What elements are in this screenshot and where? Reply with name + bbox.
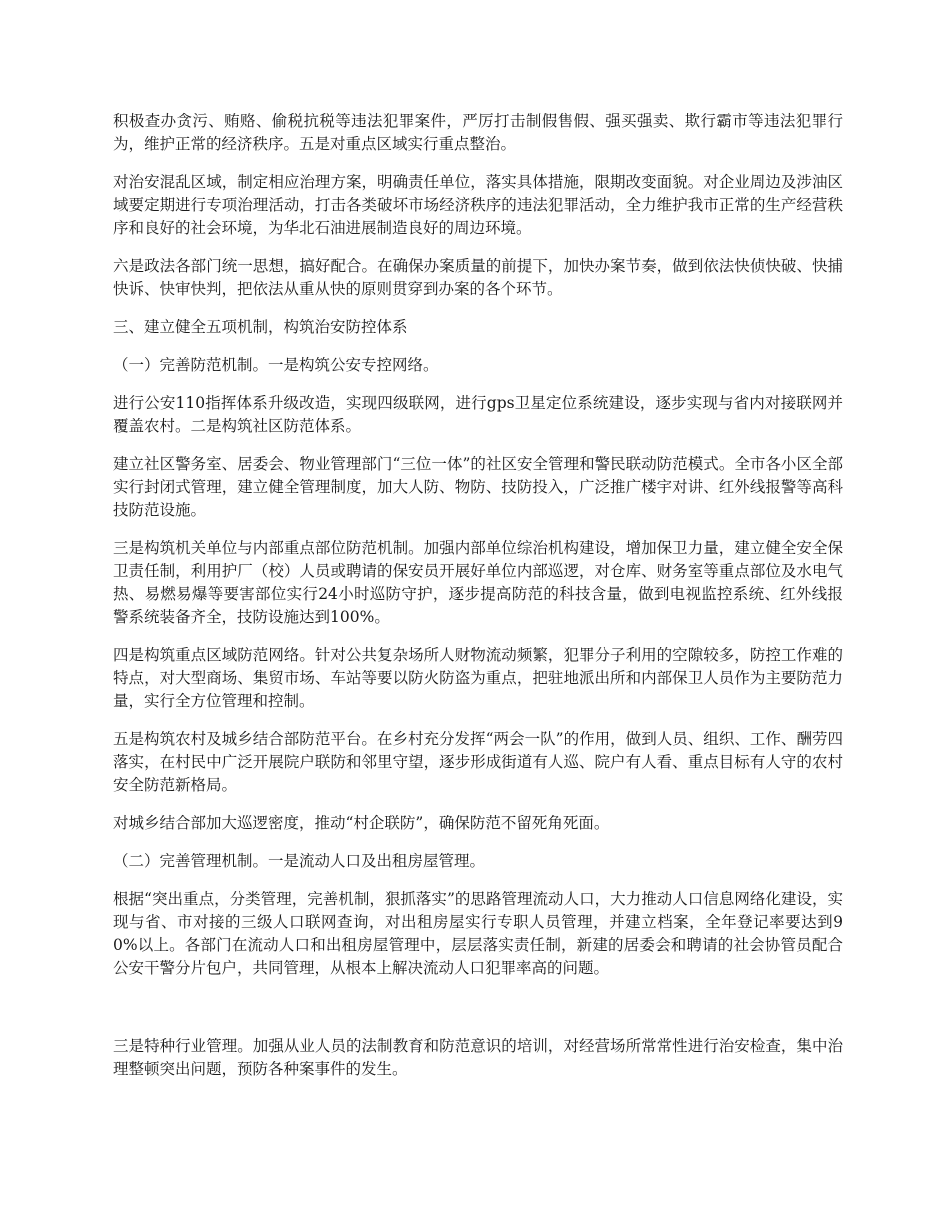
- paragraph: 对治安混乱区域，制定相应治理方案，明确责任单位，落实具体措施，限期改变面貌。对企业周边及涉油区域要定期进行专项治理活动，打击各类破坏市场经济秩序的违法犯罪活动，全力维护我市正常的生产经营秩序和良好的社会环境，为华北石油进展制造良好的周边环境。: [113, 173, 843, 237]
- subsection-heading: （一）完善防范机制。一是构筑公安专控网络。: [113, 356, 439, 374]
- paragraph: 六是政法各部门统一思想，搞好配合。在确保办案质量的前提下，加快办案节奏，做到依法快侦快破、快捕快诉、快审快判，把依法从重从快的原则贯穿到办案的各个环节。: [113, 257, 843, 298]
- paragraph: 四是构筑重点区域防范网络。针对公共复杂场所人财物流动频繁，犯罪分子利用的空隙较多，防控工作难的特点，对大型商场、集贸市场、车站等要以防火防盗为重点，把驻地派出所和内部保卫人员作为主要防范力量，实行全方位管理和控制。: [113, 646, 843, 710]
- paragraph: 进行公安110指挥体系升级改造，实现四级联网，进行gps卫星定位系统建设，逐步实现与省内对接联网并覆盖农村。二是构筑社区防范体系。: [113, 394, 843, 435]
- paragraph: 三是特种行业管理。加强从业人员的法制教育和防范意识的培训，对经营场所常常性进行治安检查，集中治理整顿突出问题，预防各种案事件的发生。: [113, 1037, 843, 1078]
- paragraph-gap: [113, 995, 843, 1035]
- paragraph: 三是构筑机关单位与内部重点部位防范机制。加强内部单位综治机构建设，增加保卫力量，建立健全安全保卫责任制，利用护厂（校）人员或聘请的保安员开展好单位内部巡逻，对仓库、财务室等重点部位及水电气热、易燃易爆等要害部位实行24小时巡防守护，逐步提高防范的科技含量，做到电视监控系统、红外线报警系统装备齐全，技防设施达到100%。: [113, 539, 843, 626]
- subsection-heading: （二）完善管理机制。一是流动人口及出租房屋管理。: [113, 852, 486, 870]
- paragraph: 建立社区警务室、居委会、物业管理部门“三位一体”的社区安全管理和警民联动防范模式。全市各小区全部实行封闭式管理，建立健全管理制度，加大人防、物防、技防投入，广泛推广楼宇对讲、红外线报警等高科技防范设施。: [113, 455, 843, 519]
- paragraph: 根据“突出重点，分类管理，完善机制，狠抓落实”的思路管理流动人口，大力推动人口信息网络化建设，实现与省、市对接的三级人口联网查询，对出租房屋实行专职人员管理，并建立档案，全年登记率要达到90%以上。各部门在流动人口和出租房屋管理中，层层落实责任制，新建的居委会和聘请的社会协管员配合公安干警分片包户，共同管理，从根本上解决流动人口犯罪率高的问题。: [113, 890, 843, 977]
- section-heading: 三、建立健全五项机制，构筑治安防控体系: [113, 318, 408, 336]
- document-body: [113, 110, 843, 1096]
- paragraph: 五是构筑农村及城乡结合部防范平台。在乡村充分发挥“两会一队”的作用，做到人员、组织、工作、酬劳四落实，在村民中广泛开展院户联防和邻里守望，逐步形成街道有人巡、院户有人看、重点目标有人守的农村安全防范新格局。: [113, 730, 843, 794]
- paragraph: 对城乡结合部加大巡逻密度，推动“村企联防”，确保防范不留死角死面。: [113, 814, 610, 832]
- paragraph: 积极查办贪污、贿赂、偷税抗税等违法犯罪案件，严厉打击制假售假、强买强卖、欺行霸市等违法犯罪行为，维护正常的经济秩序。五是对重点区域实行重点整治。: [113, 112, 843, 153]
